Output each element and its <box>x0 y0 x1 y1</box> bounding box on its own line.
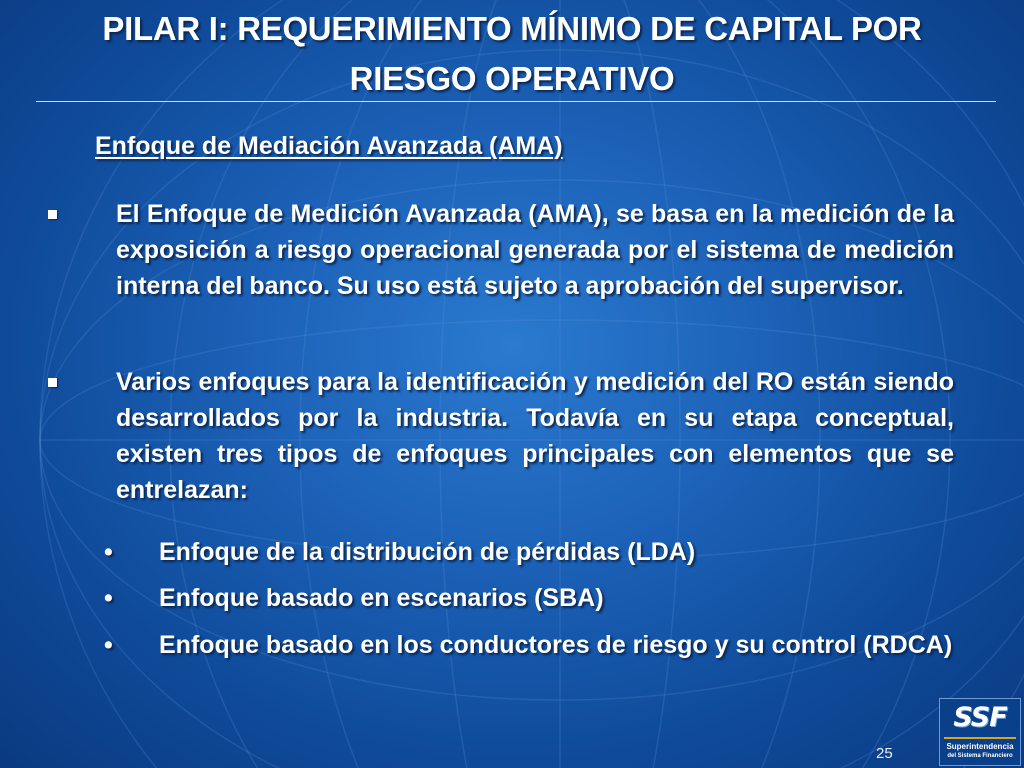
logo-text-line-2: del Sistema Financiero <box>947 753 1013 759</box>
slide-title-line-1: PILAR I: REQUERIMIENTO MÍNIMO DE CAPITAL POR <box>102 10 922 47</box>
ssf-logo <box>939 698 1021 766</box>
paragraph-2: Varios enfoques para la identificación y medición del RO están siendo desarrollados por la industria. Todavía en su etapa conceptual, existen tres tipos de enfoques principales con elementos que se entrelazan: <box>116 368 954 504</box>
slide-title <box>40 4 984 104</box>
dot-bullet-icon: • <box>104 584 113 612</box>
sub-item-lda: Enfoque de la distribución de pérdidas (LDA) <box>159 538 696 566</box>
ssf-logo-mark: SSF <box>953 702 1007 733</box>
paragraph-1: El Enfoque de Medición Avanzada (AMA), se basa en la medición de la exposición a riesgo operacional generada por el sistema de medición interna del banco. Su uso está sujeto a aprobación del supervisor. <box>116 200 954 300</box>
dot-bullet-icon: • <box>104 538 113 566</box>
slide-title-line-2: RIESGO OPERATIVO <box>349 60 675 97</box>
sub-item-sba: Enfoque basado en escenarios (SBA) <box>159 584 604 612</box>
section-subtitle: Enfoque de Mediación Avanzada (AMA) <box>95 132 563 160</box>
title-divider <box>36 101 996 102</box>
dot-bullet-icon: • <box>104 631 113 659</box>
sub-item-rdca: Enfoque basado en los conductores de riesgo y su control (RDCA) <box>159 631 953 659</box>
square-bullet-icon <box>48 378 57 387</box>
page-number: 25 <box>876 745 893 762</box>
logo-text-line-1: Superintendencia <box>946 742 1014 751</box>
logo-accent-bar <box>944 737 1016 739</box>
square-bullet-icon <box>48 210 57 219</box>
